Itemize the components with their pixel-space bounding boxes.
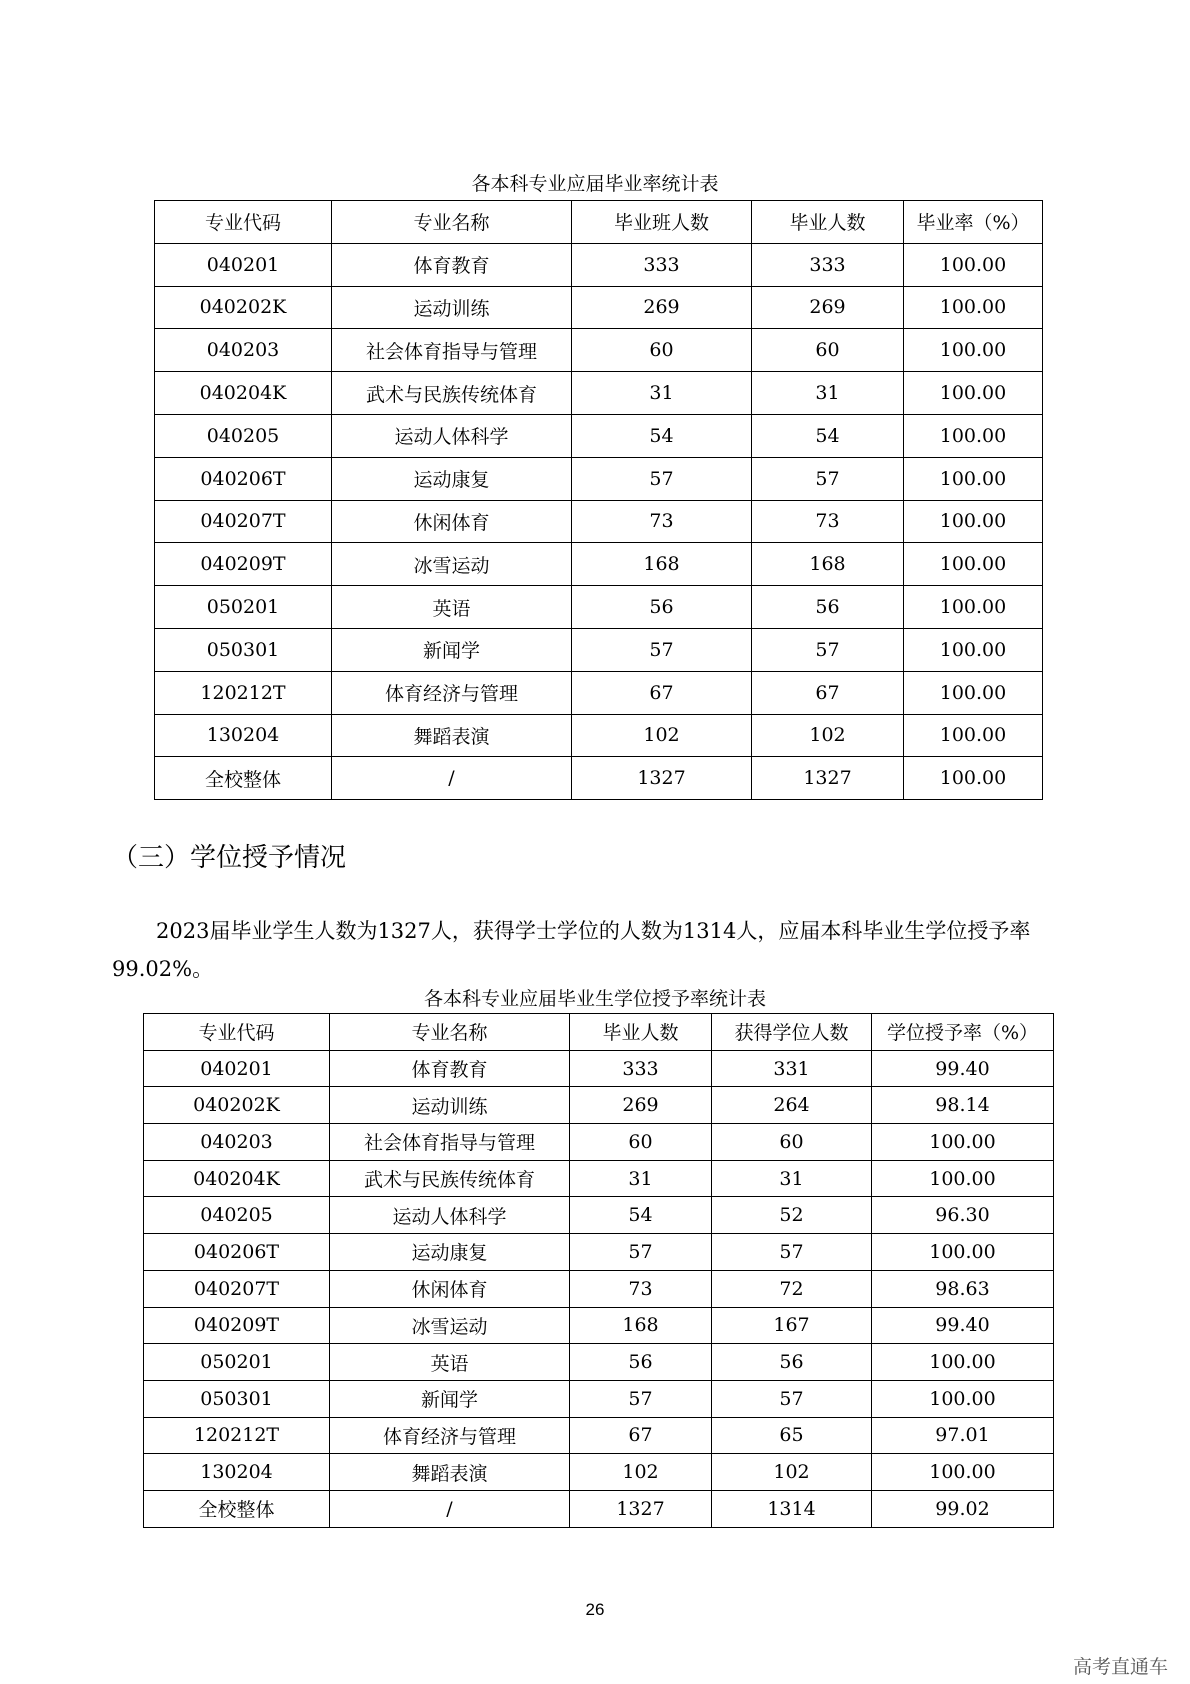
table-row	[144, 1380, 1054, 1417]
table-cell: 全校整体	[155, 757, 332, 800]
table-cell: 333	[570, 1050, 712, 1087]
table-cell: 168	[572, 543, 752, 586]
table-row	[155, 414, 1043, 457]
table-cell: 武术与民族传统体育	[332, 372, 572, 415]
table-cell: 73	[572, 500, 752, 543]
table-cell: 040206T	[155, 457, 332, 500]
table-cell: 331	[712, 1050, 872, 1087]
table-cell: 60	[570, 1124, 712, 1161]
table-cell: 72	[712, 1270, 872, 1307]
table-cell: 舞蹈表演	[332, 714, 572, 757]
table-cell: 050301	[155, 628, 332, 671]
table-cell: 新闻学	[330, 1380, 570, 1417]
table-cell: 冰雪运动	[330, 1307, 570, 1344]
table-header-row	[144, 1014, 1054, 1051]
table-cell: 57	[752, 628, 904, 671]
table-cell: 31	[752, 372, 904, 415]
table-cell: 舞蹈表演	[330, 1454, 570, 1491]
watermark-text: 高考直通车	[1072, 1656, 1168, 1678]
table-cell: 100.00	[904, 457, 1043, 500]
table-cell: 1314	[712, 1490, 872, 1527]
table-cell: 040205	[155, 414, 332, 457]
table-cell: 040209T	[144, 1307, 330, 1344]
table-cell: 31	[572, 372, 752, 415]
table-cell: 56	[712, 1344, 872, 1381]
table-cell: 73	[570, 1270, 712, 1307]
table1-caption: 各本科专业应届毕业率统计表	[471, 173, 719, 195]
table-row	[155, 286, 1043, 329]
table-row	[144, 1050, 1054, 1087]
table-cell: 040201	[155, 243, 332, 286]
table-row	[144, 1454, 1054, 1491]
table-row	[155, 586, 1043, 629]
table-cell: 体育教育	[330, 1050, 570, 1087]
table-cell: 54	[752, 414, 904, 457]
table-row	[155, 543, 1043, 586]
table-cell: 040204K	[155, 372, 332, 415]
table-cell: 体育经济与管理	[330, 1417, 570, 1454]
table-cell: 100.00	[904, 372, 1043, 415]
table-cell: 102	[712, 1454, 872, 1491]
table-cell: 1327	[752, 757, 904, 800]
table-cell: 54	[570, 1197, 712, 1234]
table-cell: 57	[712, 1380, 872, 1417]
header-cell: 专业名称	[332, 201, 572, 244]
table-row	[144, 1417, 1054, 1454]
table-cell: 100.00	[904, 243, 1043, 286]
table-cell: 运动训练	[330, 1087, 570, 1124]
table-row	[144, 1234, 1054, 1271]
header-cell: 学位授予率（%）	[872, 1014, 1054, 1051]
graduation-rate-table	[154, 200, 1043, 800]
table-cell: 体育教育	[332, 243, 572, 286]
table-cell: 100.00	[872, 1234, 1054, 1271]
table-cell: /	[330, 1490, 570, 1527]
table-cell: 99.40	[872, 1050, 1054, 1087]
table-row	[144, 1344, 1054, 1381]
table-cell: 100.00	[904, 543, 1043, 586]
table-cell: 31	[712, 1160, 872, 1197]
table-row	[155, 628, 1043, 671]
table-cell: 040202K	[144, 1087, 330, 1124]
table-cell: 57	[712, 1234, 872, 1271]
table-cell: 040206T	[144, 1234, 330, 1271]
table-cell: 050301	[144, 1380, 330, 1417]
table-cell: 全校整体	[144, 1490, 330, 1527]
table-cell: 102	[572, 714, 752, 757]
table-row	[144, 1160, 1054, 1197]
table-cell: 100.00	[904, 286, 1043, 329]
table-cell: 56	[572, 586, 752, 629]
table-cell: 168	[570, 1307, 712, 1344]
table-cell: 运动人体科学	[330, 1197, 570, 1234]
table-row	[155, 243, 1043, 286]
table-cell: 100.00	[904, 414, 1043, 457]
table-cell: 100.00	[904, 714, 1043, 757]
section-heading: （三）学位授予情况	[112, 843, 347, 873]
table-cell: 运动训练	[332, 286, 572, 329]
table-cell: 269	[752, 286, 904, 329]
header-cell: 毕业人数	[570, 1014, 712, 1051]
table-row	[144, 1087, 1054, 1124]
table-row	[144, 1124, 1054, 1161]
section-paragraph: 2023届毕业学生人数为1327人，获得学士学位的人数为1314人，应届本科毕业生学位授予率99.02%。	[112, 919, 1031, 981]
table-row	[144, 1490, 1054, 1527]
table-cell: 60	[752, 329, 904, 372]
table-cell: 040209T	[155, 543, 332, 586]
table-cell: 99.02	[872, 1490, 1054, 1527]
table-cell: 040207T	[144, 1270, 330, 1307]
table-cell: 67	[752, 671, 904, 714]
table-cell: 休闲体育	[330, 1270, 570, 1307]
table-cell: 130204	[144, 1454, 330, 1491]
table-cell: 050201	[155, 586, 332, 629]
table-cell: 050201	[144, 1344, 330, 1381]
table-cell: 运动康复	[330, 1234, 570, 1271]
table-cell: 97.01	[872, 1417, 1054, 1454]
table-cell: 54	[572, 414, 752, 457]
table-cell: 168	[752, 543, 904, 586]
table-cell: 社会体育指导与管理	[332, 329, 572, 372]
table-cell: 英语	[330, 1344, 570, 1381]
header-cell: 专业名称	[330, 1014, 570, 1051]
table2-caption: 各本科专业应届毕业生学位授予率统计表	[423, 988, 766, 1010]
table-cell: 100.00	[872, 1380, 1054, 1417]
table-row	[155, 457, 1043, 500]
table-cell: 57	[752, 457, 904, 500]
table-cell: 120212T	[155, 671, 332, 714]
table-row	[155, 500, 1043, 543]
header-cell: 专业代码	[144, 1014, 330, 1051]
table-cell: 102	[752, 714, 904, 757]
table-cell: 60	[572, 329, 752, 372]
table-cell: 98.14	[872, 1087, 1054, 1124]
header-cell: 毕业人数	[752, 201, 904, 244]
table-row	[155, 757, 1043, 800]
header-cell: 获得学位人数	[712, 1014, 872, 1051]
table-cell: 1327	[572, 757, 752, 800]
table-cell: 67	[572, 671, 752, 714]
page-number: 26	[585, 1600, 605, 1619]
table-cell: 040203	[155, 329, 332, 372]
table-cell: 120212T	[144, 1417, 330, 1454]
table-cell: 67	[570, 1417, 712, 1454]
table-row	[155, 714, 1043, 757]
table-cell: 100.00	[872, 1344, 1054, 1381]
table-cell: 100.00	[904, 628, 1043, 671]
table-cell: 100.00	[872, 1124, 1054, 1161]
table-cell: 100.00	[904, 500, 1043, 543]
table-cell: 264	[712, 1087, 872, 1124]
header-cell: 毕业班人数	[572, 201, 752, 244]
table-cell: 99.40	[872, 1307, 1054, 1344]
table-cell: 武术与民族传统体育	[330, 1160, 570, 1197]
table-cell: 57	[570, 1380, 712, 1417]
table-cell: 新闻学	[332, 628, 572, 671]
table-cell: 167	[712, 1307, 872, 1344]
table-cell: 运动康复	[332, 457, 572, 500]
table-cell: 040205	[144, 1197, 330, 1234]
table-cell: 65	[712, 1417, 872, 1454]
table-cell: 73	[752, 500, 904, 543]
table-cell: 269	[570, 1087, 712, 1124]
table-cell: 57	[572, 628, 752, 671]
table-cell: 1327	[570, 1490, 712, 1527]
table-cell: 040202K	[155, 286, 332, 329]
table-cell: 100.00	[904, 586, 1043, 629]
table-row	[155, 372, 1043, 415]
table-header-row	[155, 201, 1043, 244]
table-cell: 100.00	[872, 1160, 1054, 1197]
table-cell: 333	[572, 243, 752, 286]
table-cell: 52	[712, 1197, 872, 1234]
degree-rate-table	[143, 1013, 1054, 1528]
table-cell: 57	[570, 1234, 712, 1271]
table-cell: /	[332, 757, 572, 800]
table-cell: 040203	[144, 1124, 330, 1161]
table-cell: 社会体育指导与管理	[330, 1124, 570, 1161]
table-row	[144, 1197, 1054, 1234]
table-cell: 100.00	[872, 1454, 1054, 1491]
table-cell: 040207T	[155, 500, 332, 543]
table-cell: 102	[570, 1454, 712, 1491]
table-cell: 56	[752, 586, 904, 629]
table-cell: 休闲体育	[332, 500, 572, 543]
table-row	[155, 329, 1043, 372]
table-cell: 98.63	[872, 1270, 1054, 1307]
table-cell: 31	[570, 1160, 712, 1197]
table-cell: 130204	[155, 714, 332, 757]
table-row	[144, 1307, 1054, 1344]
table-cell: 运动人体科学	[332, 414, 572, 457]
header-cell: 毕业率（%）	[904, 201, 1043, 244]
table-cell: 体育经济与管理	[332, 671, 572, 714]
table-cell: 333	[752, 243, 904, 286]
table-cell: 60	[712, 1124, 872, 1161]
table-row	[144, 1270, 1054, 1307]
table-cell: 040204K	[144, 1160, 330, 1197]
table-cell: 100.00	[904, 757, 1043, 800]
table-cell: 100.00	[904, 671, 1043, 714]
table-cell: 100.00	[904, 329, 1043, 372]
header-cell: 专业代码	[155, 201, 332, 244]
table-cell: 040201	[144, 1050, 330, 1087]
table-cell: 96.30	[872, 1197, 1054, 1234]
table-cell: 英语	[332, 586, 572, 629]
table-row	[155, 671, 1043, 714]
table-cell: 269	[572, 286, 752, 329]
table-cell: 56	[570, 1344, 712, 1381]
table-cell: 冰雪运动	[332, 543, 572, 586]
table-cell: 57	[572, 457, 752, 500]
